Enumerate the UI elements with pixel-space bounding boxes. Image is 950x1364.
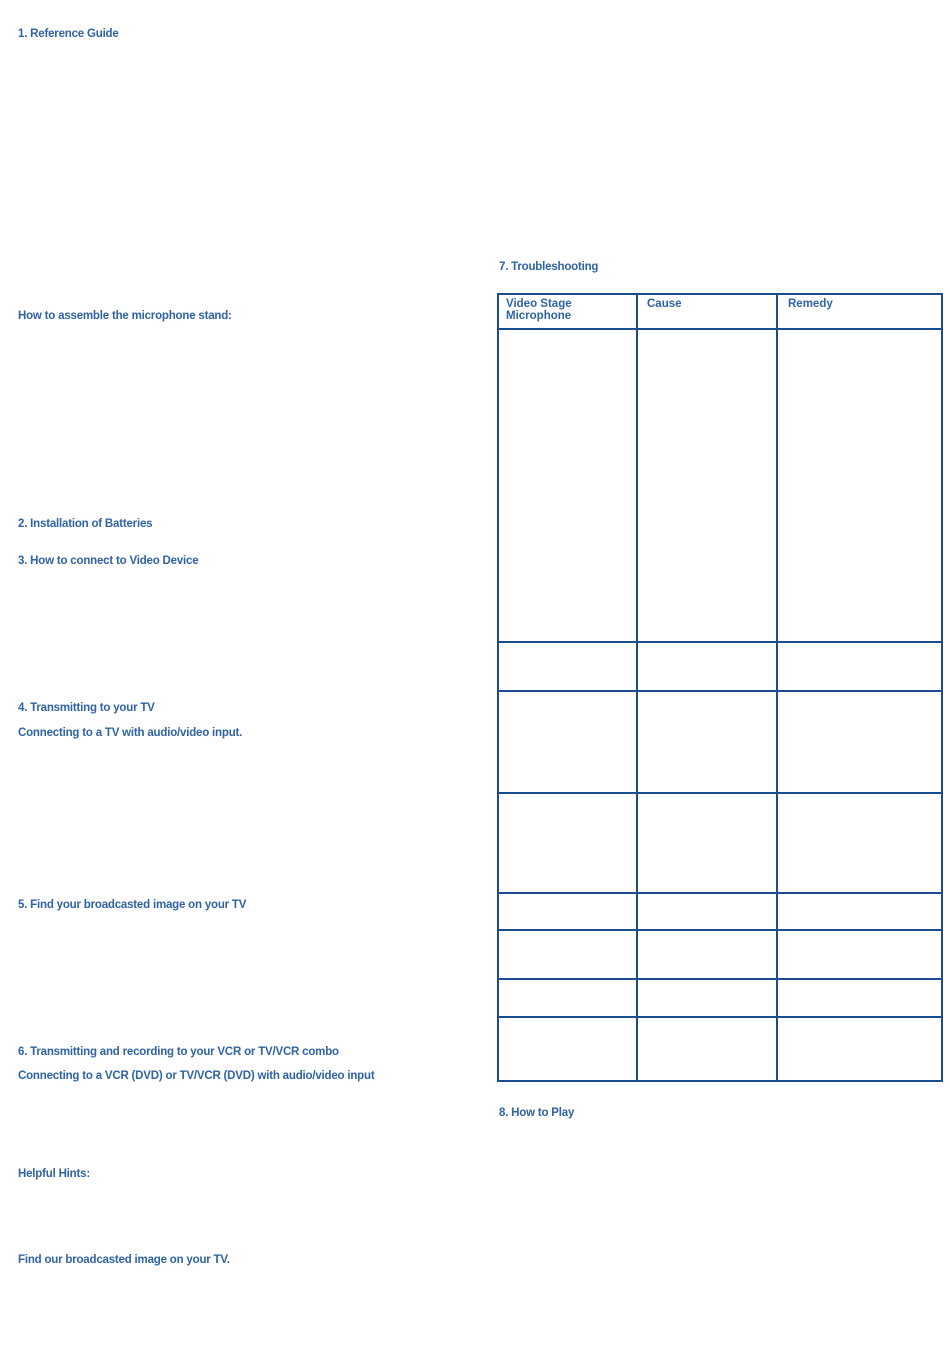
table-cell [637, 329, 777, 642]
table-header-row [498, 294, 942, 329]
find-broadcasted-image-heading: 5. Find your broadcasted image on your TV [18, 899, 247, 911]
connecting-vcr-subheading: Connecting to a VCR (DVD) or TV/VCR (DVD) with audio/video input [18, 1070, 375, 1082]
connecting-tv-av-subheading: Connecting to a TV with audio/video input. [18, 727, 243, 739]
table-cell [777, 793, 942, 893]
table-cell [637, 793, 777, 893]
table-cell [637, 691, 777, 793]
table-cell [777, 691, 942, 793]
table-cell [498, 979, 637, 1017]
table-cell [777, 1017, 942, 1081]
table-row [498, 1017, 942, 1081]
table-cell [777, 930, 942, 979]
table-cell [777, 979, 942, 1017]
col-header-remedy: Remedy [777, 294, 942, 329]
table-cell [777, 893, 942, 930]
installation-batteries-heading: 2. Installation of Batteries [18, 518, 153, 530]
table-row [498, 979, 942, 1017]
troubleshooting-table [497, 293, 943, 1082]
table-row [498, 329, 942, 642]
table-cell [498, 329, 637, 642]
helpful-hints-heading: Helpful Hints: [18, 1168, 90, 1180]
table-row [498, 893, 942, 930]
table-cell [498, 793, 637, 893]
transmitting-tv-heading: 4. Transmitting to your TV [18, 702, 155, 714]
table-cell [498, 930, 637, 979]
table-cell [498, 642, 637, 691]
find-our-image-subheading: Find our broadcasted image on your TV. [18, 1254, 230, 1266]
table-cell [637, 1017, 777, 1081]
transmitting-recording-heading: 6. Transmitting and recording to your VCR or TV/VCR combo [18, 1046, 339, 1058]
table-cell [777, 329, 942, 642]
table-cell [777, 642, 942, 691]
table-cell [498, 893, 637, 930]
connect-video-device-heading: 3. How to connect to Video Device [18, 555, 199, 567]
how-to-play-heading: 8. How to Play [499, 1107, 575, 1119]
col-header-line2: Microphone [506, 310, 572, 322]
table-row [498, 642, 942, 691]
col-header-cause: Cause [637, 294, 777, 329]
table-cell [498, 691, 637, 793]
table-cell [637, 642, 777, 691]
reference-guide-heading: 1. Reference Guide [18, 28, 119, 40]
table-cell [637, 979, 777, 1017]
table-cell [637, 930, 777, 979]
table-row [498, 930, 942, 979]
table-cell [637, 893, 777, 930]
col-header-video-stage [498, 294, 637, 329]
table-row [498, 691, 942, 793]
table-row [498, 793, 942, 893]
assemble-stand-heading: How to assemble the microphone stand: [18, 310, 232, 322]
table-cell [498, 1017, 637, 1081]
troubleshooting-heading: 7. Troubleshooting [499, 261, 599, 273]
col-header-line1: Video Stage [506, 298, 572, 310]
